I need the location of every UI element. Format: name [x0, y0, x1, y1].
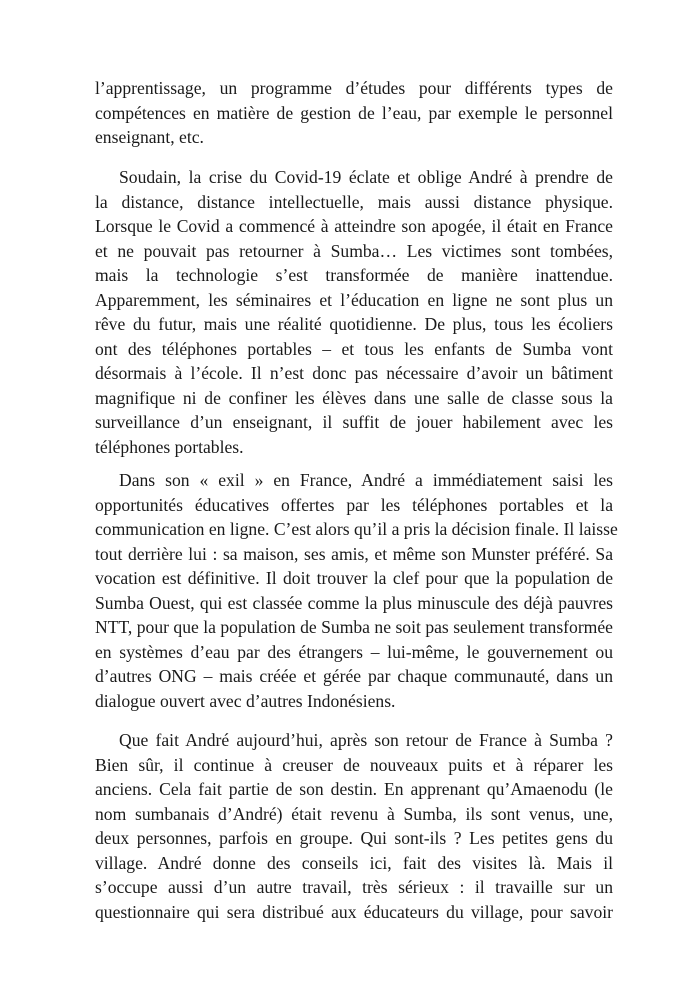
- text-line: Sumba Ouest, qui est classée comme la plus minuscule des déjà pauvres: [95, 592, 613, 613]
- text-line: deux personnes, parfois en groupe. Qui sont-ils ? Les petites gens du: [95, 828, 613, 848]
- text-line: rêve du futur, mais une réalité quotidienne. De plus, tous les écoliers: [95, 314, 613, 334]
- paragraph: [95, 728, 613, 924]
- text-line: opportunités éducatives offertes par les téléphones portables et la: [95, 494, 613, 515]
- text-line: surveillance d’un enseignant, il suffit de jouer habilement avec les: [95, 412, 613, 432]
- text-line: NTT, pour que la population de Sumba ne soit pas seulement transformée: [95, 617, 613, 637]
- text-line: Lorsque le Covid a commencé à atteindre son apogée, il était en France: [95, 216, 613, 236]
- text-line: village. André donne des conseils ici, fait des visites là. Mais il: [95, 852, 613, 873]
- text-line: et ne pouvait pas retourner à Sumba… Les victimes sont tombées,: [95, 240, 613, 261]
- text-line: s’occupe aussi d’un autre travail, très sérieux : il travaille sur un: [95, 877, 613, 897]
- text-line: communication en ligne. C’est alors qu’il a pris la décision finale. Il laisse: [95, 519, 618, 539]
- text-line: Dans son « exil » en France, André a immédiatement saisi les: [119, 470, 613, 490]
- text-line: d’autres ONG – mais créée et gérée par chaque communauté, dans un: [95, 666, 613, 686]
- text-line: Bien sûr, il continue à creuser de nouveaux puits et à réparer les: [95, 754, 613, 775]
- text-line: désormais à l’école. Il n’est donc pas nécessaire d’avoir un bâtiment: [95, 363, 613, 383]
- text-line: la distance, distance intellectuelle, mais aussi distance physique.: [95, 191, 613, 212]
- document-page: [95, 76, 618, 924]
- text-line: ont des téléphones portables – et tous les enfants de Sumba vont: [95, 338, 613, 359]
- text-line: vocation est définitive. Il doit trouver la clef pour que la population de: [95, 568, 613, 588]
- paragraph: [95, 468, 618, 713]
- text-line: Que fait André aujourd’hui, après son retour de France à Sumba ?: [119, 730, 613, 750]
- text-line: anciens. Cela fait partie de son destin. En apprenant qu’Amaenodu (le: [95, 779, 613, 799]
- paragraph: [95, 76, 613, 150]
- text-line: mais la technologie s’est transformée de manière inattendue.: [95, 265, 613, 285]
- text-line: enseignant, etc.: [95, 127, 204, 147]
- text-line: Apparemment, les séminaires et l’éducation en ligne ne sont plus un: [95, 289, 613, 310]
- text-line: questionnaire qui sera distribué aux éducateurs du village, pour savoir: [95, 901, 613, 922]
- text-line: compétences en matière de gestion de l’eau, par exemple le personnel: [95, 102, 613, 123]
- text-line: en systèmes d’eau par des étrangers – lui-même, le gouvernement ou: [95, 641, 613, 662]
- text-line: magnifique ni de confiner les élèves dans une salle de classe sous la: [95, 387, 613, 408]
- text-line: téléphones portables.: [95, 436, 244, 457]
- text-line: nom sumbanais d’André) était revenu à Sumba, ils sont venus, une,: [95, 803, 613, 824]
- text-line: tout derrière lui : sa maison, ses amis, et même son Munster préféré. Sa: [95, 543, 613, 564]
- text-line: l’apprentissage, un programme d’études pour différents types de: [95, 78, 613, 98]
- text-line: Soudain, la crise du Covid-19 éclate et oblige André à prendre de: [119, 167, 613, 187]
- paragraph: [95, 165, 613, 459]
- text-line: dialogue ouvert avec d’autres Indonésiens.: [95, 690, 396, 711]
